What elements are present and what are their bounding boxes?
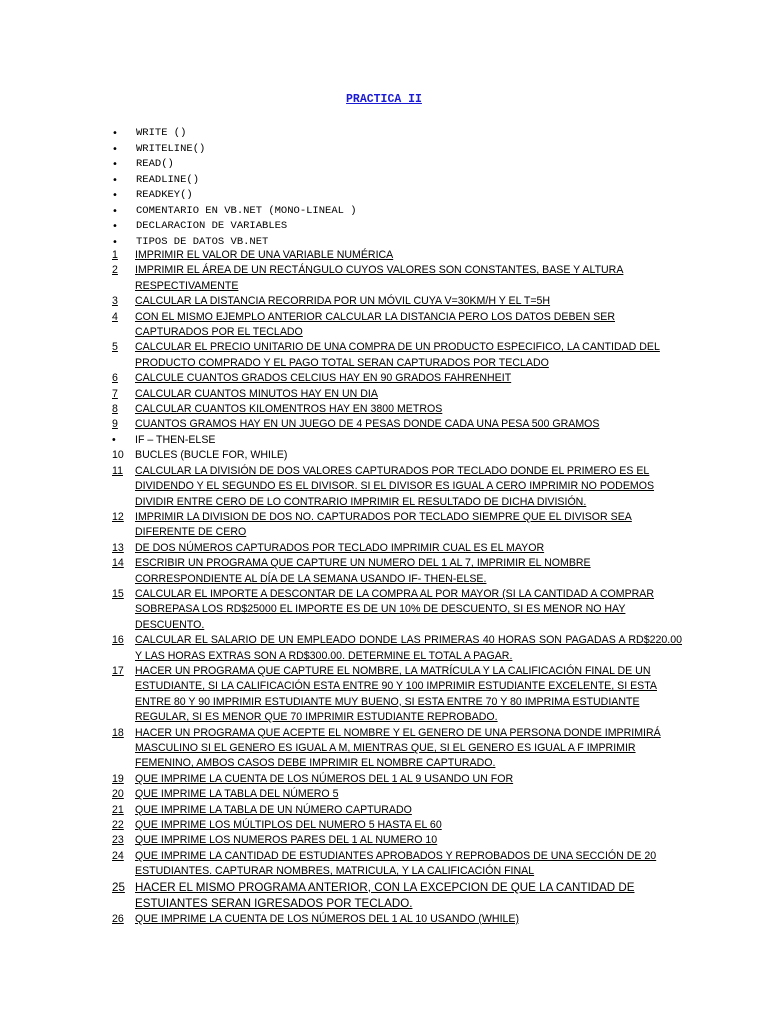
bullet-icon: • bbox=[112, 174, 118, 186]
exercise-number: 20 bbox=[112, 788, 124, 801]
exercise-item bbox=[112, 417, 682, 432]
exercise-number: 10 bbox=[112, 449, 124, 462]
page-title: PRACTICA II bbox=[346, 93, 422, 106]
exercise-item bbox=[112, 387, 682, 402]
exercise-number: 14 bbox=[112, 557, 124, 570]
exercise-number: 19 bbox=[112, 772, 124, 785]
exercise-item bbox=[112, 402, 682, 417]
exercise-item bbox=[112, 541, 682, 556]
exercise-text: CALCULAR LA DISTANCIA RECORRIDA POR UN MÓVIL CUYA V=30KM/H Y EL T=5H bbox=[135, 295, 551, 308]
bullet-icon: • bbox=[112, 143, 118, 155]
topic-text: TIPOS DE DATOS VB.NET bbox=[136, 235, 269, 248]
exercise-number: 22 bbox=[112, 819, 124, 832]
exercise-item bbox=[112, 294, 682, 309]
exercise-item bbox=[112, 726, 682, 772]
exercise-item bbox=[112, 371, 682, 386]
topic-item bbox=[112, 219, 357, 235]
exercise-text: CALCULAR LA DIVISIÓN DE DOS VALORES CAPTURADOS POR TECLADO DONDE EL PRIMERO ES EL DIVIDENDO Y EL SEGUNDO ES EL DIVISOR. SI EL DIVISOR ES IGUAL A CERO IMPRIMIR NO PODEMOS DIVIDIR ENTRE CERO DE LO CONTRARIO IMPRIMIR EL RESULTADO DE DICHA DIVISIÓN. bbox=[135, 464, 655, 508]
exercise-text: IMPRIMIR EL VALOR DE UNA VARIABLE NUMÉRICA bbox=[135, 249, 394, 261]
topic-item bbox=[112, 173, 357, 189]
exercise-item bbox=[112, 248, 682, 263]
topic-bullet-list bbox=[112, 126, 357, 250]
topic-item bbox=[112, 188, 357, 204]
exercise-text: IF – THEN-ELSE bbox=[135, 433, 216, 446]
exercise-text: QUE IMPRIME LA CANTIDAD DE ESTUDIANTES APROBADOS Y REPROBADOS DE UNA SECCIÓN DE 20 ESTUDIANTES. CAPTURAR NOMBRES, MATRICULA, Y LA CALIFICACIÓN FINAL bbox=[135, 849, 657, 878]
exercise-number: 17 bbox=[112, 664, 124, 677]
exercise-text: QUE IMPRIME LA TABLA DEL NÚMERO 5 bbox=[135, 788, 339, 801]
exercise-number: 21 bbox=[112, 803, 124, 816]
bullet-icon: • bbox=[112, 205, 118, 217]
exercise-text: BUCLES (BUCLE FOR, WHILE) bbox=[135, 449, 288, 462]
exercise-number: 24 bbox=[112, 849, 124, 862]
exercise-text: IMPRIMIR EL ÁREA DE UN RECTÁNGULO CUYOS VALORES SON CONSTANTES, BASE Y ALTURA RESPECTIVAMENTE bbox=[135, 264, 624, 292]
topic-text: READLINE() bbox=[136, 173, 200, 186]
exercise-item bbox=[112, 772, 682, 787]
exercise-number: 15 bbox=[112, 587, 124, 600]
exercise-number: 8 bbox=[112, 403, 118, 416]
exercise-text: HACER UN PROGRAMA QUE CAPTURE EL NOMBRE, LA MATRÍCULA Y LA CALIFICACIÓN FINAL DE UN ESTUDIANTE, SI LA CALIFICACIÓN ESTA ENTRE 90 Y 100 IMPRIMIR ESTUDIANTE EXCELENTE, SI ESTA ENTRE 80 Y 90 IMPRIMIR ESTUDIANTE MUY BUENO, SI ESTA ENTRE 70 Y 80 IMPRIMA ESTUDIANTE REGULAR, SI ES MENOR QUE 70 IMPRIMIR ESTUDIANTE REPROBADO. bbox=[135, 664, 657, 724]
topic-text: READKEY() bbox=[136, 189, 193, 201]
topic-text: WRITELINE() bbox=[136, 142, 206, 155]
exercise-item bbox=[112, 433, 682, 448]
exercise-number: 23 bbox=[112, 834, 124, 847]
exercise-number: 2 bbox=[112, 264, 118, 277]
exercise-list bbox=[112, 248, 682, 927]
exercise-text: CALCULAR EL SALARIO DE UN EMPLEADO DONDE LAS PRIMERAS 40 HORAS SON PAGADAS A RD$220.00 Y LAS HORAS EXTRAS SON A RD$300.00. DETERMINE EL TOTAL A PAGAR. bbox=[135, 634, 682, 662]
exercise-text: CUANTOS GRAMOS HAY EN UN JUEGO DE 4 PESAS DONDE CADA UNA PESA 500 GRAMOS bbox=[135, 418, 600, 431]
exercise-number: 12 bbox=[112, 510, 124, 523]
exercise-item bbox=[112, 556, 682, 587]
exercise-item bbox=[112, 464, 682, 510]
exercise-text: CALCULAR EL IMPORTE A DESCONTAR DE LA COMPRA AL POR MAYOR (SI LA CANTIDAD A COMPRAR SOBREPASA LOS RD$25000 EL IMPORTE ES DE UN 10% DE DESCUENTO, SI ES MENOR NO HAY DESCUENTO. bbox=[135, 587, 655, 631]
exercise-item bbox=[112, 448, 682, 463]
exercise-item bbox=[112, 849, 682, 880]
topic-item bbox=[112, 204, 357, 220]
exercise-number: 1 bbox=[112, 249, 118, 261]
exercise-number: 18 bbox=[112, 726, 124, 739]
exercise-number: 5 bbox=[112, 341, 118, 354]
exercise-item bbox=[112, 787, 682, 802]
bullet-icon: • bbox=[112, 221, 118, 232]
exercise-number: 13 bbox=[112, 541, 124, 554]
exercise-number: 3 bbox=[112, 295, 118, 308]
exercise-item bbox=[112, 310, 682, 341]
exercise-item bbox=[112, 340, 682, 371]
exercise-number: 9 bbox=[112, 418, 118, 431]
exercise-item bbox=[112, 880, 682, 912]
bullet-icon: • bbox=[112, 236, 118, 248]
exercise-text: CALCULAR CUANTOS MINUTOS HAY EN UN DIA bbox=[135, 387, 378, 400]
exercise-item bbox=[112, 803, 682, 818]
exercise-text: QUE IMPRIME LA CUENTA DE LOS NÚMEROS DEL 1 AL 9 USANDO UN FOR bbox=[135, 772, 514, 785]
exercise-item bbox=[112, 263, 682, 294]
topic-item bbox=[112, 157, 357, 173]
bullet-icon: • bbox=[112, 159, 118, 170]
exercise-item bbox=[112, 833, 682, 848]
exercise-text: CON EL MISMO EJEMPLO ANTERIOR CALCULAR LA DISTANCIA PERO LOS DATOS DEBEN SER CAPTURADOS POR EL TECLADO bbox=[135, 310, 615, 339]
exercise-text: CALCULAR EL PRECIO UNITARIO DE UNA COMPRA DE UN PRODUCTO ESPECIFICO, LA CANTIDAD DEL PRODUCTO COMPRADO Y EL PAGO TOTAL SERAN CAPTURADOS POR TECLADO bbox=[135, 341, 660, 369]
exercise-text: QUE IMPRIME LOS MÚLTIPLOS DEL NUMERO 5 HASTA EL 60 bbox=[135, 819, 442, 832]
exercise-text: DE DOS NÚMEROS CAPTURADOS POR TECLADO IMPRIMIR CUAL ES EL MAYOR bbox=[135, 541, 545, 554]
exercise-number: 16 bbox=[112, 634, 124, 647]
bullet-icon: • bbox=[112, 190, 118, 201]
topic-text: WRITE () bbox=[136, 127, 187, 139]
topic-text: COMENTARIO EN VB.NET (MONO-LINEAL ) bbox=[136, 204, 357, 217]
exercise-number: 4 bbox=[112, 310, 118, 323]
exercise-text: IMPRIMIR LA DIVISION DE DOS NO. CAPTURADOS POR TECLADO SIEMPRE QUE EL DIVISOR SEA DIFERENTE DE CERO bbox=[135, 510, 632, 539]
exercise-text: CALCULAR CUANTOS KILOMENTROS HAY EN 3800 METROS bbox=[135, 403, 443, 416]
exercise-number: 6 bbox=[112, 372, 118, 385]
topic-item bbox=[112, 126, 357, 142]
exercise-item bbox=[112, 510, 682, 541]
bullet-icon: • bbox=[112, 128, 118, 139]
exercise-item bbox=[112, 587, 682, 633]
topic-item bbox=[112, 142, 357, 158]
exercise-item bbox=[112, 664, 682, 726]
topic-text: DECLARACION DE VARIABLES bbox=[136, 220, 288, 232]
exercise-text: HACER EL MISMO PROGRAMA ANTERIOR, CON LA EXCEPCION DE QUE LA CANTIDAD DE ESTUIANTES SERAN IGRESADOS POR TECLADO. bbox=[135, 880, 635, 910]
exercise-item bbox=[112, 818, 682, 833]
exercise-number: 7 bbox=[112, 387, 118, 400]
exercise-text: QUE IMPRIME LOS NUMEROS PARES DEL 1 AL NUMERO 10 bbox=[135, 834, 438, 847]
exercise-text: HACER UN PROGRAMA QUE ACEPTE EL NOMBRE Y EL GENERO DE UNA PERSONA DONDE IMPRIMIRÁ MASCULINO SI EL GENERO ES IGUAL A M, MIENTRAS QUE, SI EL GENERO ES IGUAL A F IMPRIMIR FEMENINO, AMBOS CASOS DEBE IMPRIMIR EL NOMBRE CAPTURADO. bbox=[135, 726, 661, 770]
exercise-text: QUE IMPRIME LA CUENTA DE LOS NÚMEROS DEL 1 AL 10 USANDO (WHILE) bbox=[135, 912, 520, 925]
exercise-number: 25 bbox=[112, 880, 125, 894]
exercise-text: QUE IMPRIME LA TABLA DE UN NÚMERO CAPTURADO bbox=[135, 803, 412, 816]
exercise-item bbox=[112, 633, 682, 664]
exercise-number: • bbox=[112, 433, 116, 446]
topic-text: READ() bbox=[136, 158, 174, 170]
exercise-text: ESCRIBIR UN PROGRAMA QUE CAPTURE UN NUMERO DEL 1 AL 7, IMPRIMIR EL NOMBRE CORRESPONDIENTE AL DÍA DE LA SEMANA USANDO IF- THEN-ELSE. bbox=[135, 557, 591, 585]
exercise-item bbox=[112, 912, 682, 927]
exercise-number: 11 bbox=[112, 464, 123, 477]
exercise-text: CALCULE CUANTOS GRADOS CELCIUS HAY EN 90 GRADOS FAHRENHEIT bbox=[135, 372, 512, 385]
exercise-number: 26 bbox=[112, 912, 124, 925]
